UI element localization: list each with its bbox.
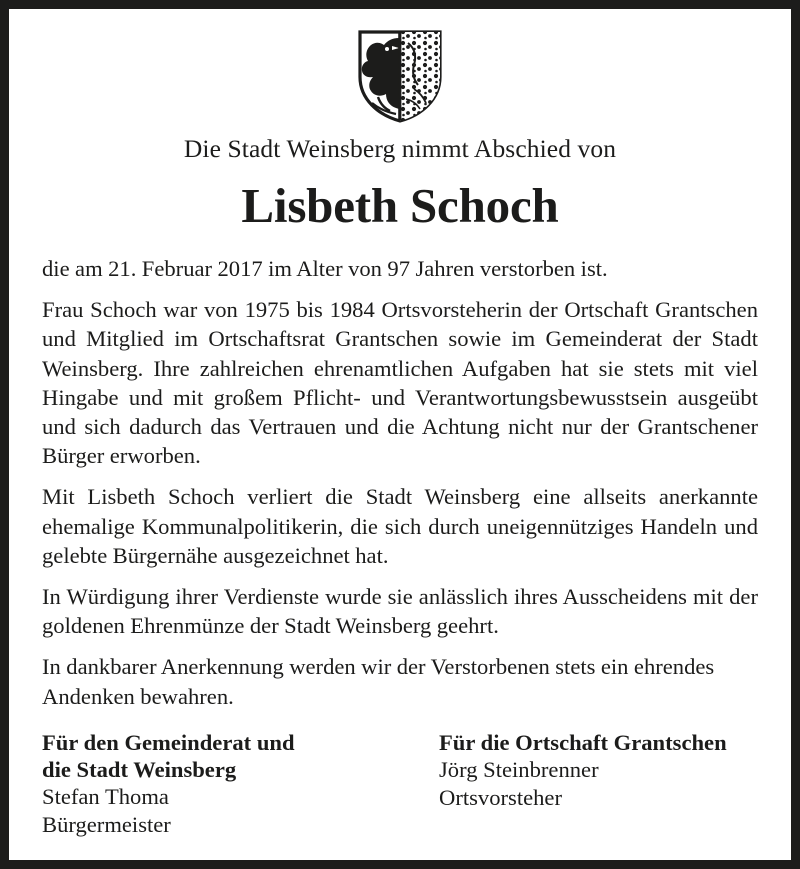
crest-container [42,23,758,133]
paragraph-honour: In Würdigung ihrer Verdienste wurde sie anlässlich ihres Ausscheidens mit der goldenen Ehrenmünze der Stadt Weinsberg geehrt. [42,583,758,639]
paragraph-tribute: Mit Lisbeth Schoch verliert die Stadt Weinsberg eine allseits anerkannte ehemalige Kommunalpolitikerin, die sich durch uneigennütziges Handeln und gelebte Bürgernähe ausgezeichnet hat. [42,484,758,568]
lede-text: Die Stadt Weinsberg nimmt Abschied von [183,134,617,163]
signature-council-title-line-1: Für den Gemeinderat und [42,729,295,755]
signature-council-role: Bürgermeister [42,811,171,837]
deceased-name: Lisbeth Schoch [241,178,559,234]
paragraph-biography: Frau Schoch war von 1975 bis 1984 Ortsvorsteherin der Ortschaft Grantschen und Mitglied im Ortschaftsrat Grantschen sowie im Gemeinderat der Stadt Weinsberg. Ihre zahlreichen ehrenamtlichen Aufgaben hat sie stets mit viel Hingabe und mit großem Pflicht- und Verantwortungsbewusstsein ausgeübt und sich dadurch das Vertrauen und die Achtung nicht nur der Grantschener Bürger erworben. [42,297,758,469]
signature-council-title-line-2: die Stadt Weinsberg [42,756,237,782]
signature-village-role: Ortsvorsteher [439,784,562,810]
signature-village-title-line-1: Für die Ortschaft Grantschen [439,729,727,755]
signature-council-name: Stefan Thoma [42,783,169,809]
signature-council [42,729,400,839]
paragraph-death-date: die am 21. Februar 2017 im Alter von 97 Jahren verstorben ist. [42,255,608,281]
weinsberg-coat-of-arms-icon [356,29,444,124]
notice-paper [9,9,791,860]
signature-village-name: Jörg Steinbrenner [439,756,599,782]
signature-village [400,729,758,839]
signature-block [42,729,758,839]
paragraph-remembrance: In dankbarer Anerkennung werden wir der Verstorbenen stets ein ehrendes Andenken bewahren. [42,654,715,709]
body-text [42,254,758,711]
